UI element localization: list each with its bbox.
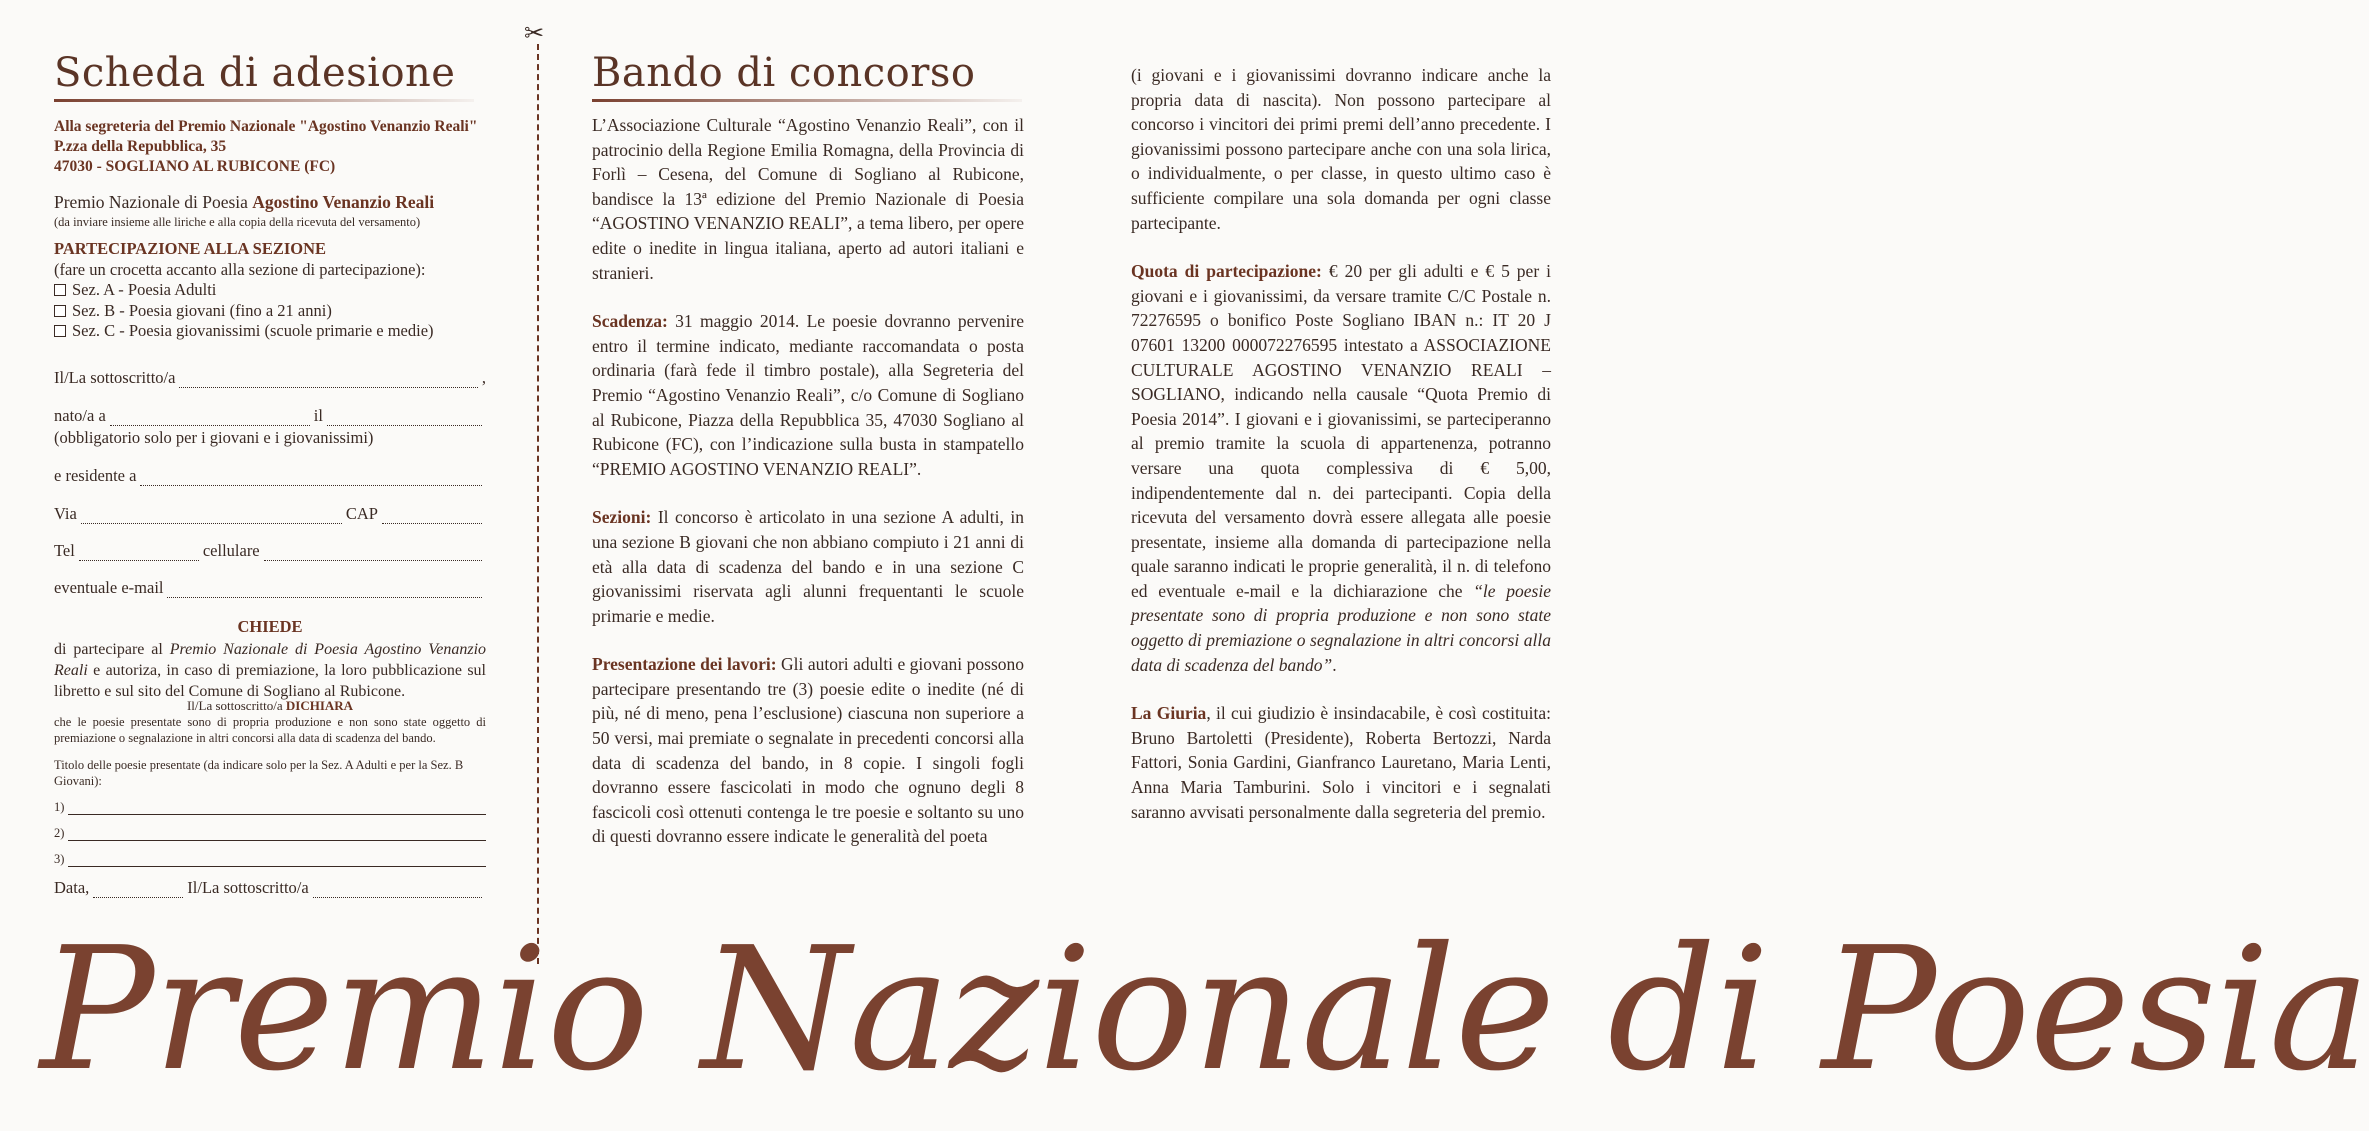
bando-title: Bando di concorso	[592, 50, 976, 96]
premio-note: (da inviare insieme alle liriche e alla copia della ricevuta del versamento)	[54, 214, 421, 229]
field-label: nato/a a	[54, 406, 106, 425]
field-label: cellulare	[202, 541, 260, 560]
dichiara-text: che le poesie presentate sono di propria produzione e non sono state oggetto di premiazione o segnalazione in altri concorsi alla data di scadenza del bando.	[54, 715, 486, 745]
field-label: Il/La sottoscritto/a	[54, 368, 176, 387]
poem-title-1[interactable]: 1)	[54, 800, 486, 815]
section-a-checkbox[interactable]	[54, 284, 66, 296]
address-line: P.zza della Repubblica, 35	[54, 138, 227, 155]
sezioni-paragraph: Sezioni: Il concorso è articolato in una sezione A adulti, in una sezione B giovani che non abbiano compiuto i 21 anni di età alla data di scadenza del bando e in una sezione C giovanissimi riservata agli alunni frequentanti le scuole primarie e medie.	[592, 507, 1024, 626]
fill-line[interactable]	[110, 411, 310, 426]
field-label: CAP	[345, 504, 378, 523]
chiede-heading: CHIEDE	[237, 617, 303, 636]
fill-line[interactable]	[93, 883, 183, 898]
bando-text	[592, 113, 1024, 849]
fill-line[interactable]	[140, 471, 482, 486]
fill-line[interactable]	[68, 801, 486, 815]
fill-line[interactable]	[79, 546, 199, 561]
fill-line[interactable]	[81, 509, 342, 524]
cont-paragraph: (i giovani e i giovanissimi dovranno indicare anche la propria data di nascita). Non possono partecipare al concorso i vincitori dei primi premi dell’anno precedente. I giovanissimi possono partecipare anche con una sola lirica, o individualmente, o per classe, in questo ultimo caso è sufficiente compilare una sola domanda per ogni classe partecipante.	[1131, 65, 1551, 233]
field-data-firma[interactable]	[54, 878, 486, 898]
premio-name: Agostino Venanzio Reali	[252, 192, 435, 212]
section-heading: PARTECIPAZIONE ALLA SEZIONE	[54, 239, 327, 258]
section-a-option[interactable]	[54, 280, 486, 301]
section-b-label: Sez. B - Poesia giovani (fino a 21 anni)	[72, 300, 332, 320]
field-label: eventuale e-mail	[54, 578, 164, 597]
fill-line[interactable]	[68, 853, 486, 867]
field-tel[interactable]	[54, 541, 486, 561]
address-line: Alla segreteria del Premio Nazionale "Agostino Venanzio Reali"	[54, 118, 478, 135]
premio-prefix: Premio Nazionale di Poesia	[54, 192, 253, 212]
section-a-label: Sez. A - Poesia Adulti	[72, 280, 217, 299]
poem-title-2[interactable]: 2)	[54, 826, 486, 841]
fill-line[interactable]	[264, 546, 482, 561]
section-note: (fare un crocetta accanto alla sezione di partecipazione):	[54, 259, 426, 279]
banner-title: Premio Nazionale di Poesia	[40, 911, 2369, 1109]
section-c-checkbox[interactable]	[54, 325, 66, 337]
field-nato[interactable]	[54, 406, 486, 426]
form-title: Scheda di adesione	[54, 50, 456, 96]
title-rule	[592, 99, 1022, 102]
field-label: Data,	[54, 878, 90, 897]
poem-title-3[interactable]: 3)	[54, 852, 486, 867]
chiede-text: di partecipare al Premio Nazionale di Poesia Agostino Venanzio Reali e autoriza, in caso di premiazione, la loro pubblicazione sul libretto e sul sito del Comune di Sogliano al Rubicone.	[54, 641, 487, 701]
scadenza-paragraph: Scadenza: 31 maggio 2014. Le poesie dovranno pervenire entro il termine indicato, mediante raccomandata o posta ordinaria (farà fede il timbro postale), alla Segreteria del Premio “Agostino Venanzio Reali”, c/o Comune di Sogliano al Rubicone, Piazza della Repubblica 35, 47030 Sogliano al Rubicone (FC), con l’indicazione sulla busta in stampatello “PREMIO AGOSTINO VENANZIO REALI”.	[592, 311, 1024, 479]
titolo-note: Titolo delle poesie presentate (da indicare solo per la Sez. A Adulti e per la Sez. B Giovani):	[54, 758, 464, 788]
obbligatorio-note: (obbligatorio solo per i giovani e i giovanissimi)	[54, 428, 374, 447]
field-label: Il/La sottoscritto/a	[187, 878, 309, 897]
field-label: Tel	[54, 541, 75, 560]
field-via[interactable]	[54, 504, 486, 524]
section-b-checkbox[interactable]	[54, 305, 66, 317]
address-line: 47030 - SOGLIANO AL RUBICONE (FC)	[54, 158, 336, 175]
fill-line[interactable]	[179, 373, 477, 388]
fill-line[interactable]	[382, 509, 482, 524]
fill-line[interactable]	[167, 583, 482, 598]
field-residente[interactable]	[54, 466, 486, 486]
section-b-option[interactable]	[54, 301, 486, 322]
premio-block	[54, 190, 486, 230]
fill-line[interactable]	[313, 883, 482, 898]
cut-line	[537, 44, 539, 964]
dichiara-heading: Il/La sottoscritto/a DICHIARA	[186, 698, 354, 713]
field-email[interactable]	[54, 578, 486, 598]
fill-line[interactable]	[68, 827, 486, 841]
continued-text	[1131, 63, 1551, 824]
presentazione-paragraph: Presentazione dei lavori: Gli autori adulti e giovani possono partecipare presentando tre (3) poesie edite o inedite (né di più, né di meno, pena l’esclusione) ciascuna non superiore a 50 versi, mai premiate o segnalate in precedenti concorsi alla data di scadenza del bando, in 8 copie. I singoli fogli dovranno essere fascicolati in modo che ognuno degli 8 fascicoli così ottenuti contenga le tre poesie e soltanto su uno di questi dovranno essere indicate le generalità del poeta	[592, 654, 1024, 847]
intro-paragraph: L’Associazione Culturale “Agostino Venanzio Reali”, con il patrocinio della Regione Emilia Romagna, della Provincia di Forlì – Cesena, del Comune di Sogliano al Rubicone, bandisce la 13ª edizione del Premio Nazionale di Poesia “AGOSTINO VENANZIO REALI”, a tema libero, per opere edite o inedite in lingua italiana, aperto ad autori italiani e stranieri.	[592, 115, 1024, 283]
fill-line[interactable]	[327, 411, 482, 426]
title-rule	[54, 99, 474, 102]
quota-paragraph: Quota di partecipazione: € 20 per gli adulti e € 5 per i giovani e i giovanissimi, da versare tramite C/C Postale n. 72276595 o bonifico Poste Sogliano IBAN n.: IT 20 J 07601 13200 000072276595 intestato a ASSOCIAZIONE CULTURALE AGOSTINO VENANZIO REALI – SOGLIANO, indicando nella causale “Quota Premio di Poesia 2014”. I giovani e i giovanissimi, se parteciperanno al premio tramite la scuola di appartenenza, potranno versare una quota complessiva di € 5,00, indipendentemente dal n. dei partecipanti. Copia della ricevuta del versamento dovrà essere allegata alle poesie presentate, insieme alla domanda di partecipazione nella quale saranno indicati le proprie generalità, il n. di telefono ed eventuale e-mail e la dichiarazione che “le poesie presentate sono di propria produzione e non sono state oggetto di premiazione o segnalazione in altri concorsi alla data di scadenza del bando”.	[1131, 261, 1551, 675]
section-c-label: Sez. C - Poesia giovanissimi (scuole primarie e medie)	[72, 321, 434, 340]
scissors-icon: ✂	[524, 21, 545, 47]
giuria-paragraph: La Giuria, il cui giudizio è insindacabile, è così costituita: Bruno Bartoletti (Presidente), Roberta Bertozzi, Narda Fattori, Sonia Gardini, Gianfranco Lauretano, Maria Lenti, Anna Maria Tamburini. Solo i vincitori e i segnalati saranno avvisati personalmente dalla segreteria del premio.	[1131, 703, 1551, 822]
field-label: Via	[54, 504, 77, 523]
section-choice	[54, 239, 486, 342]
field-label: il	[313, 406, 323, 425]
section-c-option[interactable]	[54, 321, 486, 342]
field-label: e residente a	[54, 466, 137, 485]
address-block	[54, 117, 486, 177]
field-sottoscritto[interactable]: Il/La sottoscritto/a ,	[54, 368, 486, 387]
